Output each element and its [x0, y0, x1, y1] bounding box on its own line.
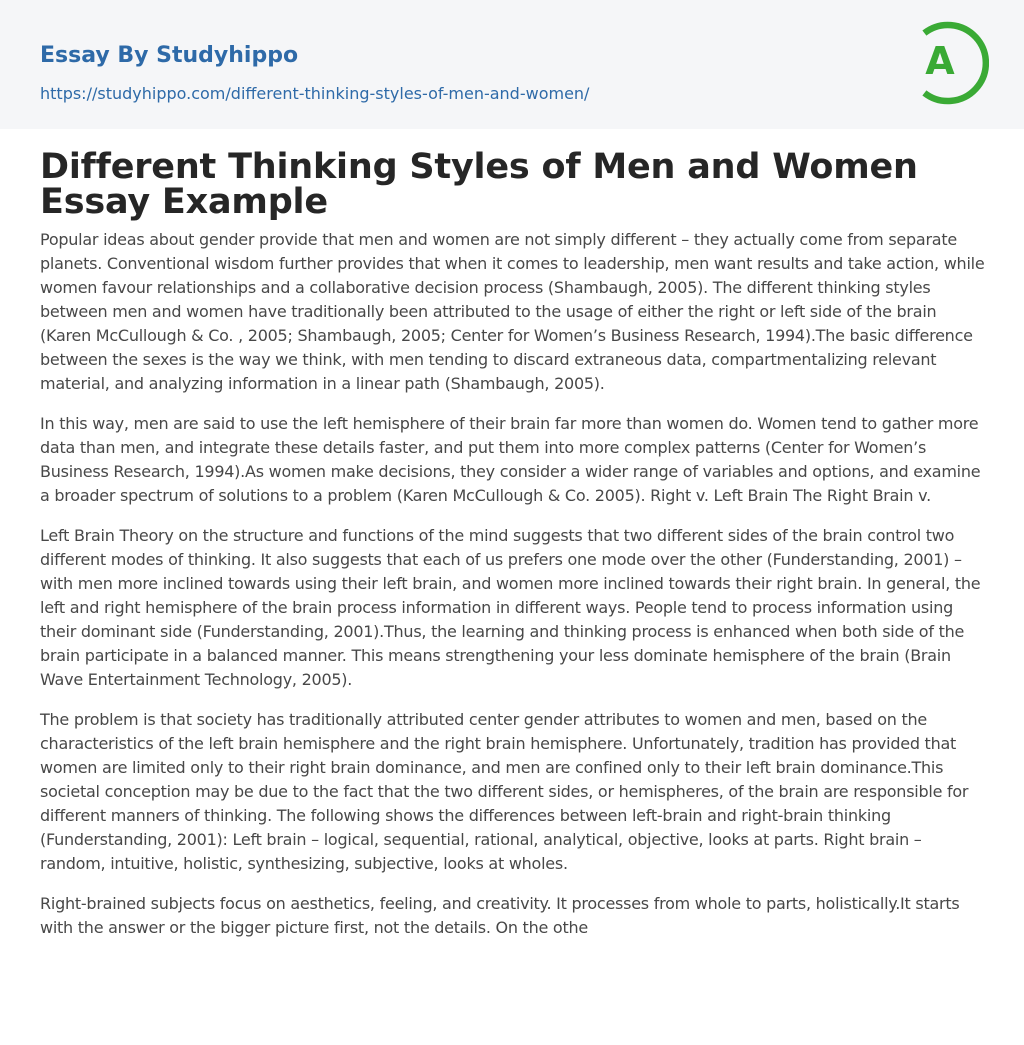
article-paragraph: Popular ideas about gender provide that men and women are not simply different – they actually come from separate planets. Conventional wisdom further provides that when it comes to leadership, men want results and take action, while women favour relationships and a collaborative decision process (Shambaugh, 2005). The different thinking styles between men and women have traditionally been attributed to the usage of either the right or left side of the brain (Karen McCullough & Co. , 2005; Shambaugh, 2005; Center for Women’s Business Research, 1994).The basic difference between the sexes is the way we think, with men tending to discard extraneous data, compartmentalizing relevant material, and analyzing information in a linear path (Shambaugh, 2005). — [40, 230, 985, 393]
article — [40, 147, 986, 956]
brand-title[interactable]: Essay By Studyhippo — [40, 43, 299, 68]
article-title: Different Thinking Styles of Men and Women Essay Example — [40, 147, 918, 222]
site-header — [0, 0, 1024, 129]
studyhippo-logo-icon[interactable] — [911, 18, 989, 108]
logo-letter: A — [925, 39, 955, 83]
article-paragraph: In this way, men are said to use the left hemisphere of their brain far more than women do. Women tend to gather more data than men, and integrate these details faster, and put them into more complex patterns (Center for Women’s Business Research, 1994).As women make decisions, they consider a wider range of variables and options, and examine a broader spectrum of solutions to a problem (Karen McCullough & Co. 2005). Right v. Left Brain The Right Brain v. — [40, 414, 981, 505]
article-paragraph: Left Brain Theory on the structure and functions of the mind suggests that two different sides of the brain control two different modes of thinking. It also suggests that each of us prefers one mode over the other (Funderstanding, 2001) – with men more inclined towards using their left brain, and women more inclined towards their right brain. In general, the left and right hemisphere of the brain process information in different ways. People tend to process information using their dominant side (Funderstanding, 2001).Thus, the learning and thinking process is enhanced when both side of the brain participate in a balanced manner. This means strengthening your less dominate hemisphere of the brain (Brain Wave Entertainment Technology, 2005). — [40, 526, 981, 689]
source-url-link[interactable]: https://studyhippo.com/different-thinking-styles-of-men-and-women/ — [40, 84, 590, 103]
article-paragraph: Right-brained subjects focus on aesthetics, feeling, and creativity. It processes from whole to parts, holistically.It starts with the answer or the bigger picture first, not the details. On the othe — [40, 894, 960, 937]
article-paragraph: The problem is that society has traditionally attributed center gender attributes to women and men, based on the characteristics of the left brain hemisphere and the right brain hemisphere. Unfortunately, tradition has provided that women are limited only to their right brain dominance, and men are confined only to their left brain dominance.This societal conception may be due to the fact that the two different sides, or hemispheres, of the brain are responsible for different manners of thinking. The following shows the differences between left-brain and right-brain thinking (Funderstanding, 2001): Left brain – logical, sequential, rational, analytical, objective, looks at parts. Right brain – random, intuitive, holistic, synthesizing, subjective, looks at wholes. — [40, 710, 969, 873]
